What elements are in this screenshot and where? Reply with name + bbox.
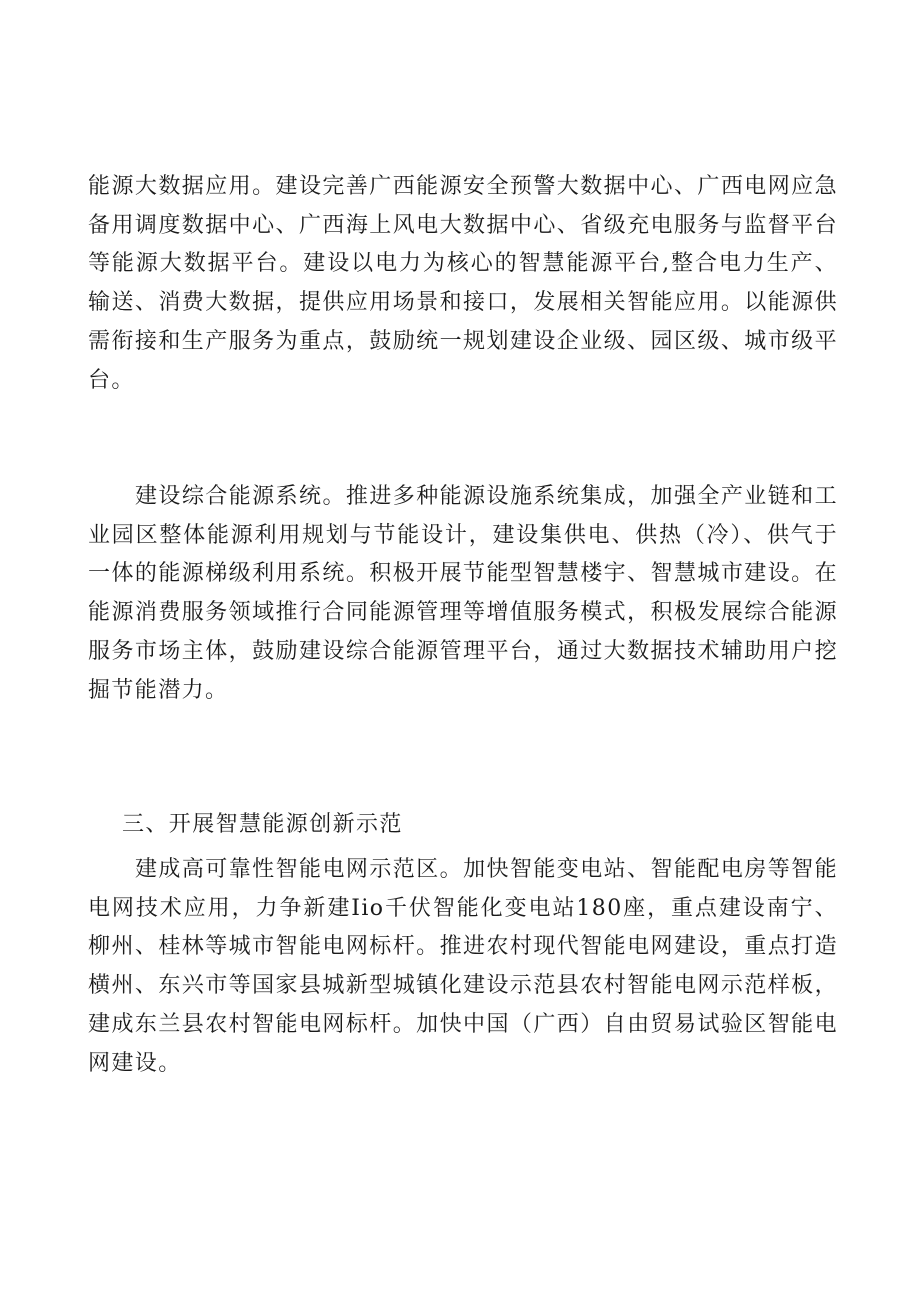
section-heading: 三、开展智慧能源创新示范 (122, 812, 403, 837)
paragraph-energy-big-data: 能源大数据应用。建设完善广西能源安全预警大数据中心、广西电网应急备用调度数据中心、广西海上风电大数据中心、省级充电服务与监督平台等能源大数据平台。建设以电力为核心的智慧能源平台,整合电力生产、输送、消费大数据，提供应用场景和接口，发展相关智能应用。以能源供需衔接和生产服务为重点，鼓励统一规划建设企业级、园区级、城市级平台。 (88, 174, 838, 393)
paragraph-smart-grid-demo: 建成高可靠性智能电网示范区。加快智能变电站、智能配电房等智能电网技术应用，力争新建Iio千伏智能化变电站180座，重点建设南宁、柳州、桂林等城市智能电网标杆。推进农村现代智能电网建设，重点打造横州、东兴市等国家县城新型城镇化建设示范县农村智能电网示范样板，建成东兰县农村智能电网标杆。加快中国（广西）自由贸易试验区智能电网建设。 (88, 857, 838, 1076)
paragraph-integrated-energy-system: 建设综合能源系统。推进多种能源设施系统集成，加强全产业链和工业园区整体能源利用规划与节能设计，建设集供电、供热（冷）、供气于一体的能源梯级利用系统。积极开展节能型智慧楼宇、智慧城市建设。在能源消费服务领域推行合同能源管理等增值服务模式，积极发展综合能源服务市场主体，鼓励建设综合能源管理平台，通过大数据技术辅助用户挖掘节能潜力。 (88, 484, 838, 703)
